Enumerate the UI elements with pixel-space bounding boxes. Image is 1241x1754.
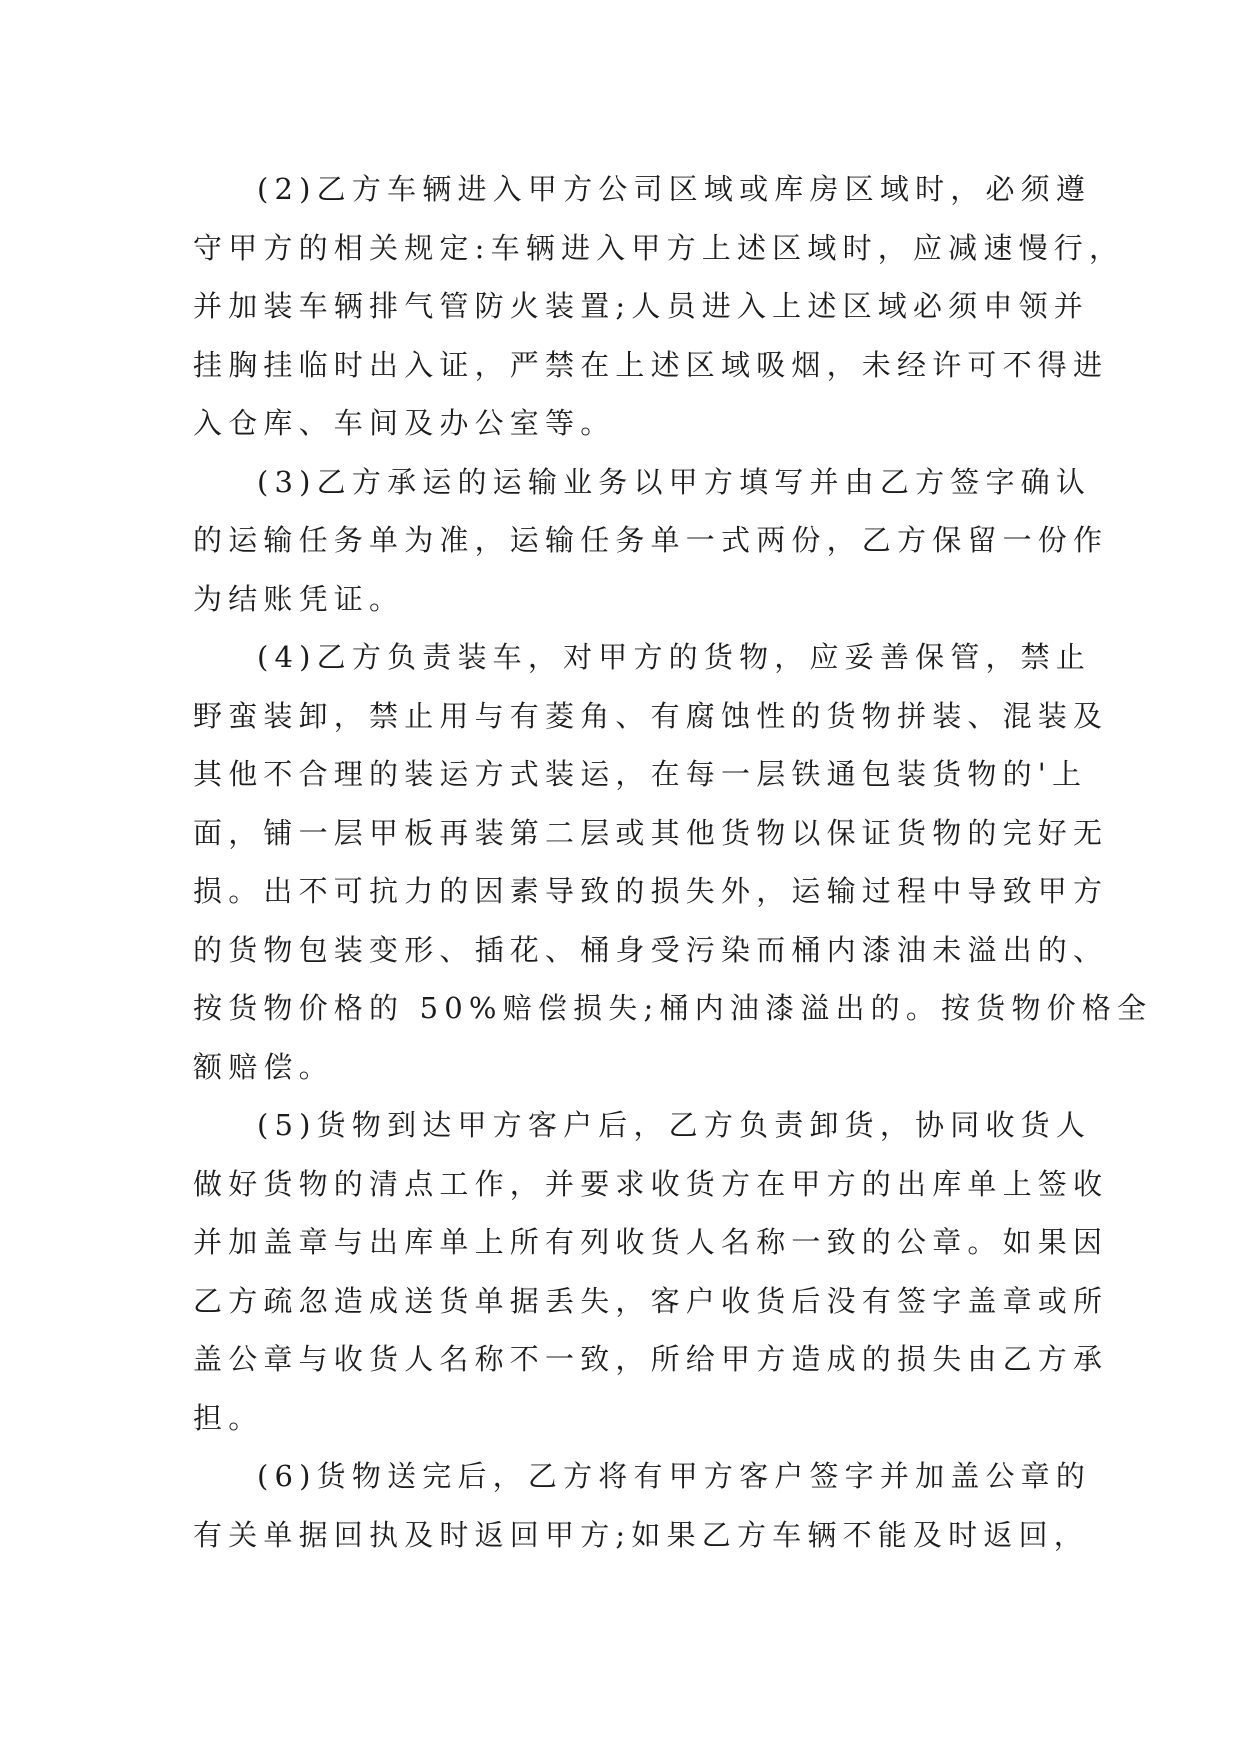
- text-line: 盖公章与收货人名称不一致，所给甲方造成的损失由乙方承: [193, 1342, 1109, 1376]
- paragraph-6: [193, 1447, 1092, 1564]
- paragraph-5: [193, 1096, 1109, 1447]
- text-line: 为结账凭证。: [193, 581, 405, 616]
- text-line: (3)乙方承运的运输业务以甲方填写并由乙方签字确认: [257, 464, 1092, 499]
- text-line: 面，铺一层甲板再装第二层或其他货物以保证货物的完好无: [193, 815, 1109, 850]
- text-line: 按货物价格的 50%赔偿损失;桶内油漆溢出的。按货物价格全: [193, 991, 1153, 1025]
- paragraph-2: [193, 160, 1125, 453]
- text-line: 并加盖章与出库单上所有列收货人名称一致的公章。如果因: [193, 1225, 1109, 1259]
- text-line: 守甲方的相关规定:车辆进入甲方上述区域时，应减速慢行，: [193, 230, 1125, 265]
- text-line: (6)货物送完后，乙方将有甲方客户签字并加盖公章的: [257, 1459, 1092, 1493]
- text-line: 的货物包装变形、插花、桶身受污染而桶内漆油未溢出的、: [193, 932, 1109, 967]
- paragraph-4: [193, 628, 1153, 1096]
- text-line: 做好货物的清点工作，并要求收货方在甲方的出库单上签收: [193, 1166, 1109, 1201]
- text-line: 野蛮装卸，禁止用与有菱角、有腐蚀性的货物拼装、混装及: [193, 698, 1109, 733]
- text-line: 其他不合理的装运方式装运，在每一层铁通包装货物的'上: [193, 757, 1088, 791]
- text-line: 损。出不可抗力的因素导致的损失外，运输过程中导致甲方: [193, 874, 1109, 908]
- text-line: 乙方疏忽造成送货单据丢失，客户收货后没有签字盖章或所: [193, 1283, 1109, 1318]
- text-line: (2)乙方车辆进入甲方公司区域或库房区域时，必须遵: [257, 172, 1092, 206]
- text-line: 有关单据回执及时返回甲方;如果乙方车辆不能及时返回，: [193, 1517, 1089, 1552]
- text-line: (4)乙方负责装车，对甲方的货物，应妥善保管，禁止: [257, 640, 1092, 674]
- paragraph-3: [193, 453, 1109, 629]
- text-line: 入仓库、车间及办公室等。: [193, 406, 616, 440]
- text-line: (5)货物到达甲方客户后，乙方负责卸货，协同收货人: [257, 1108, 1092, 1142]
- text-line: 担。: [193, 1400, 264, 1435]
- text-line: 额赔偿。: [193, 1049, 334, 1084]
- document-body: [193, 160, 1153, 1564]
- text-line: 并加装车辆排气管防火装置;人员进入上述区域必须申领并: [193, 289, 1089, 323]
- text-line: 挂胸挂临时出入证，严禁在上述区域吸烟，未经许可不得进: [193, 347, 1109, 382]
- text-line: 的运输任务单为准，运输任务单一式两份，乙方保留一份作: [193, 523, 1109, 557]
